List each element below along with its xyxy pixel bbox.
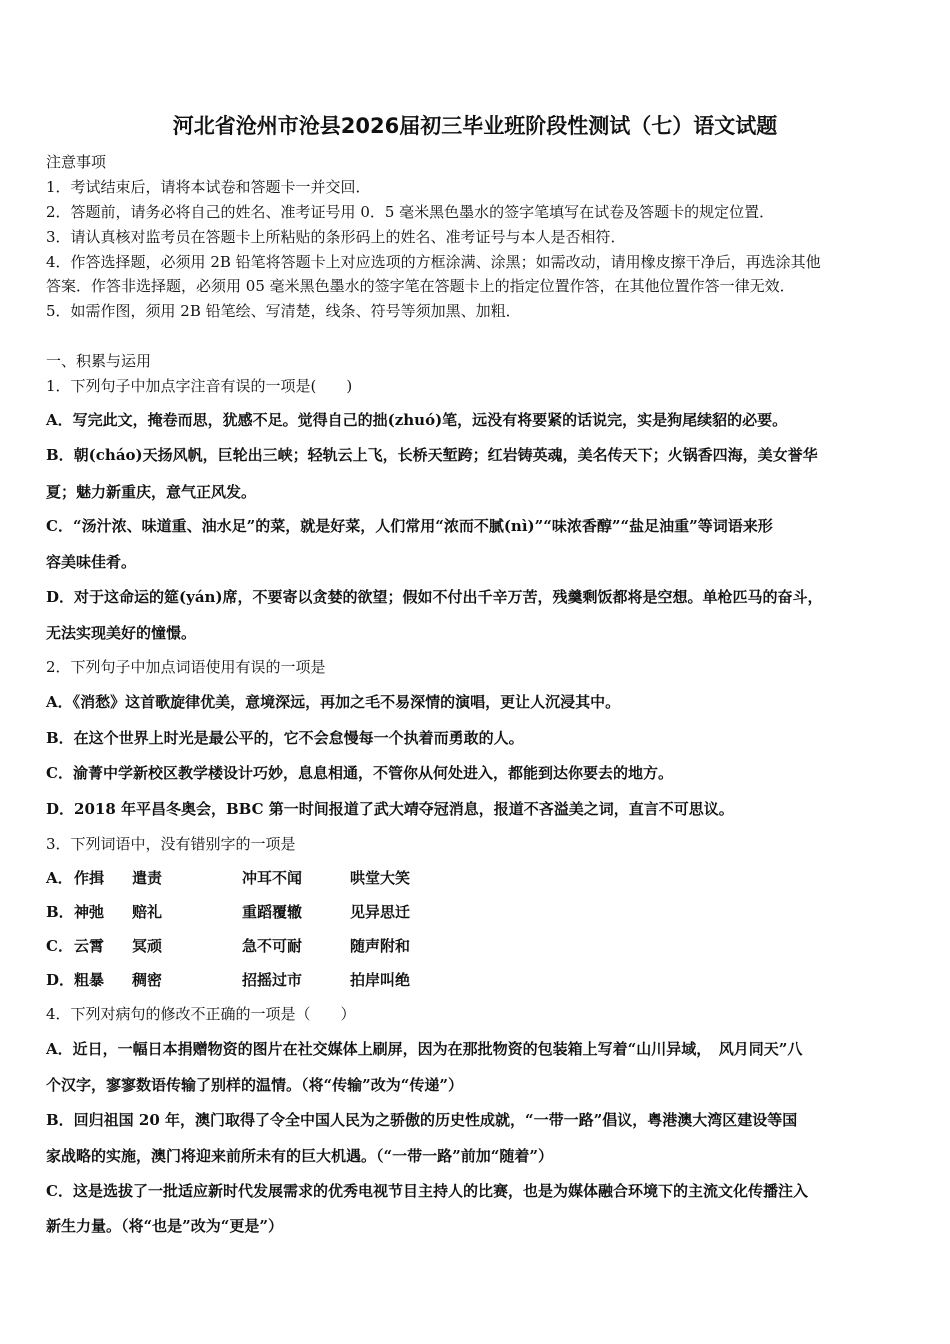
notice-item-4-cont: 答案．作答非选择题，必须用 05 毫米黑色墨水的签字笔在答题卡上的指定位置作答，在其他位置作答一律无效．	[46, 277, 795, 295]
question-1-option-b: B．朝(cháo)天扬风帆，巨轮出三峡；轻轨云上飞，长桥天堑跨；红岩铸英魂，美名传天下；火锅香四海，美女誉华	[46, 446, 818, 464]
question-3-option-d	[46, 970, 908, 990]
question-1-option-d-cont: 无法实现美好的憧憬。	[46, 624, 197, 642]
notice-item-5: 5．如需作图，须用 2B 铅笔绘、写清楚，线条、符号等须加黑、加粗．	[46, 302, 521, 320]
option-word: 哄堂大笑	[350, 869, 411, 887]
question-1-option-d: D．对于这命运的筵(yán)席，不要寄以贪婪的欲望；假如不付出千辛万苦，残羹剩饭都将是空想。单枪匹马的奋斗，	[46, 588, 823, 606]
notice-item-4: 4．作答选择题，必须用 2B 铅笔将答题卡上对应选项的方框涂满、涂黑；如需改动，请用橡皮擦干净后，再选涂其他	[46, 253, 821, 271]
question-2-option-a: A．《消愁》这首歌旋律优美，意境深远，再加之毛不易深情的演唱，更让人沉浸其中。	[46, 693, 621, 711]
option-letter: A．	[46, 869, 73, 887]
question-1-option-b-cont: 夏；魅力新重庆，意气正风发。	[46, 483, 257, 501]
option-word: 拍岸叫绝	[350, 971, 411, 989]
notice-item-1: 1．考试结束后，请将本试卷和答题卡一并交回．	[46, 178, 371, 196]
option-word: 冥顽	[132, 937, 163, 955]
option-word: 赔礼	[132, 903, 163, 921]
option-word: 粗暴	[74, 971, 105, 989]
question-1-option-c-cont: 容美味佳肴。	[46, 553, 137, 571]
question-3-option-a	[46, 868, 908, 888]
option-word: 见异思迁	[350, 903, 411, 921]
option-word: 作揖	[74, 869, 105, 887]
section-heading: 一、积累与运用	[46, 352, 152, 370]
option-letter: B．	[46, 903, 74, 921]
question-4-option-a-cont: 个汉字，寥寥数语传输了别样的温情。（将“传输”改为“传递”）	[46, 1076, 464, 1094]
question-2-option-b: B．在这个世界上时光是最公平的，它不会怠慢每一个执着而勇敢的人。	[46, 729, 524, 747]
question-2-option-c: C．渝菁中学新校区教学楼设计巧妙，息息相通，不管你从何处进入，都能到达你要去的地方。	[46, 764, 673, 782]
option-word: 稠密	[132, 971, 163, 989]
option-word: 冲耳不闻	[242, 869, 303, 887]
question-4-option-b: B．回归祖国 20 年，澳门取得了令全中国人民为之骄傲的历史性成就，“一带一路”倡议，粤港澳大湾区建设等国	[46, 1111, 798, 1129]
question-2-option-d: D．2018 年平昌冬奥会，BBC 第一时间报道了武大靖夺冠消息，报道不吝溢美之词，直言不可思议。	[46, 800, 734, 818]
notice-item-3: 3．请认真核对监考员在答题卡上所粘贴的条形码上的姓名、准考证号与本人是否相符．	[46, 228, 626, 246]
question-4-option-c-cont: 新生力量。（将“也是”改为“更是”）	[46, 1217, 284, 1235]
option-word: 招摇过市	[242, 971, 303, 989]
question-4-option-c: C．这是选拔了一批适应新时代发展需求的优秀电视节目主持人的比赛，也是为媒体融合环境下的主流文化传播注入	[46, 1182, 808, 1200]
page-title: 河北省沧州市沧县2026届初三毕业班阶段性测试（七）语文试题	[172, 114, 778, 138]
question-1-stem: 1．下列句子中加点字注音有误的一项是( )	[46, 377, 353, 395]
question-3-option-c	[46, 936, 908, 956]
option-word: 急不可耐	[242, 937, 303, 955]
question-4-stem: 4．下列对病句的修改不正确的一项是（ ）	[46, 1005, 356, 1023]
option-word: 云霄	[74, 937, 105, 955]
option-word: 随声附和	[350, 937, 411, 955]
question-4-option-b-cont: 家战略的实施，澳门将迎来前所未有的巨大机遇。（“一带一路”前加“随着”）	[46, 1147, 554, 1165]
question-4-option-a: A．近日，一幅日本捐赠物资的图片在社交媒体上刷屏，因为在那批物资的包装箱上写着“山川异域， 风月同天”八	[46, 1040, 803, 1058]
notice-item-2: 2．答题前，请务必将自己的姓名、准考证号用 0．5 毫米黑色墨水的签字笔填写在试卷及答题卡的规定位置．	[46, 203, 775, 221]
option-word: 重蹈覆辙	[242, 903, 303, 921]
notice-heading: 注意事项	[46, 153, 107, 171]
option-letter: D．	[46, 971, 75, 989]
option-word: 遣责	[132, 869, 163, 887]
question-3-stem: 3．下列词语中，没有错别字的一项是	[46, 835, 296, 853]
question-2-stem: 2．下列句子中加点词语使用有误的一项是	[46, 658, 326, 676]
question-1-option-a: A．写完此文，掩卷而思，犹感不足。觉得自己的拙(zhuó)笔，远没有将要紧的话说完，实是狗尾续貂的必要。	[46, 411, 788, 429]
question-3-option-b	[46, 902, 908, 922]
question-1-option-c: C．“汤汁浓、味道重、油水足”的菜，就是好菜，人们常用“浓而不腻(nì)”“味浓香醇”“盐足油重”等词语来形	[46, 517, 773, 535]
option-word: 神弛	[74, 903, 105, 921]
option-letter: C．	[46, 937, 73, 955]
